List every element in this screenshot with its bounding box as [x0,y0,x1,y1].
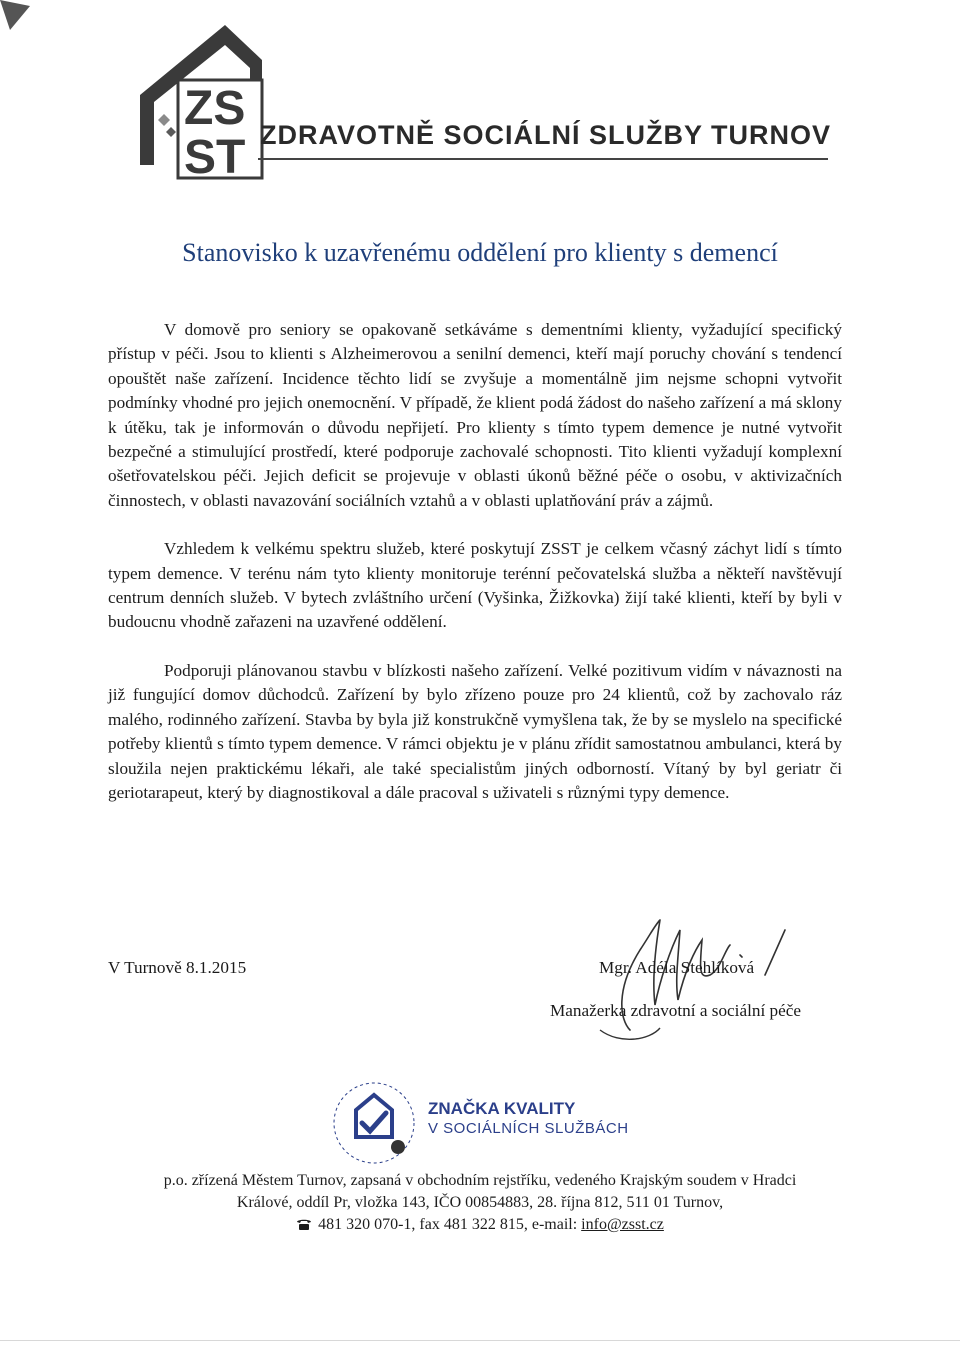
footer-line-1: p.o. zřízená Městem Turnov, zapsaná v obchodním rejstříku, vedeného Krajským soudem v Hradci [163,1172,797,1189]
body-paragraph: Vzhledem k velkému spektru služeb, které poskytují ZSST je celkem včasný záchyt lidí s tímto typem demence. V terénu nám tyto klienty monitoruje terénní pečovatelská služba a někteří navštěvují centrum denních služeb. V bytech zvláštního určení (Vyšinka, Žižkovka) žijí také klienti, kteří by byli v budoucnu vhodně zařazeni na uzavřené oddělení. [108,539,842,632]
header-divider [258,158,828,160]
zsst-house-logo [140,20,270,190]
signatory-name: Mgr. Adéla Stehlíková [599,958,755,977]
email-link[interactable]: info@zsst.cz [581,1216,664,1233]
handwritten-signature [560,910,810,1050]
organization-name: ZDRAVOTNĚ SOCIÁLNÍ SLUŽBY TURNOV [260,120,832,150]
document-body [108,318,842,829]
quality-mark-logo [326,1075,422,1171]
organization-header [140,20,840,190]
quality-mark-text [428,1098,629,1138]
phone-icon [296,1218,312,1230]
footer-line-2: Králové, oddíl Pr, vložka 143, IČO 00854883, 28. října 812, 511 01 Turnov, [236,1194,724,1211]
phone-fax-text: 481 320 070-1, fax 481 322 815, e-mail: [318,1216,582,1233]
body-paragraph: Podporuji plánovanou stavbu v blízkosti našeho zařízení. Velké pozitivum vidím v návaznosti na již fungující domov důchodců. Zařízení by bylo zřízeno pouze pro 24 klientů, což by zachovalo ráz malého, rodinného zařízení. Stavba by byla již konstrukčně vymyšlena tak, že by se myslelo na specifické potřeby klientů s tímto typem demence. V rámci objektu je v plánu zřídit samostatnou ambulanci, která by sloužila nejen praktickému lékaři, ale také specialistům jiných odborností. Vítaný by byl geriatr či geriotarapeut, který by diagnostikoval a dále pracoval s uživateli s různými typy demence. [108,660,842,802]
date-line: V Turnově 8.1.2015 [108,958,247,977]
logo-letters-bottom: ST [184,131,246,184]
quality-mark-line1: ZNAČKA KVALITY [428,1099,576,1118]
signatory-role: Manažerka zdravotní a sociální péče [550,1001,801,1020]
footer [0,1170,960,1236]
scan-artifact-mark [0,0,40,40]
document-title: Stanovisko k uzavřenému oddělení pro klienty s demencí [182,238,778,267]
logo-letters-top: ZS [184,82,246,135]
footer-contact-line [0,1214,960,1236]
quality-mark-line2: V SOCIÁLNÍCH SLUŽBÁCH [428,1120,629,1137]
bottom-scan-edge [0,1340,960,1341]
body-paragraph: V domově pro seniory se opakovaně setkáváme s dementními klienty, vyžadující specifický přístup v péči. Jsou to klienti s Alzheimerovou a senilní demenci, kteří mají poruchy chování s tendencí opouštět naše zařízení. Incidence těchto lidí se zvyšuje a momentálně jim nejsme schopni vytvořit podmínky vhodné pro jejich onemocnění. V případě, že klient podá žádost do našeho zařízení a má sklony k útěku, tak je informován o důvodu nepřijetí. Pro klienty s tímto typem demence je nutné vytvořit bezpečné a stimulující prostředí, které podporuje zachovalé schopnosti. Tito klienti vyžadují komplexní ošetřovatelskou péči. Jejich deficit se projevuje v oblasti úkonů běžné péče o osobu, v aktivizačních činnostech, v oblasti navazování sociálních vztahů a v oblasti uplatňování práv a zájmů. [108,320,842,510]
